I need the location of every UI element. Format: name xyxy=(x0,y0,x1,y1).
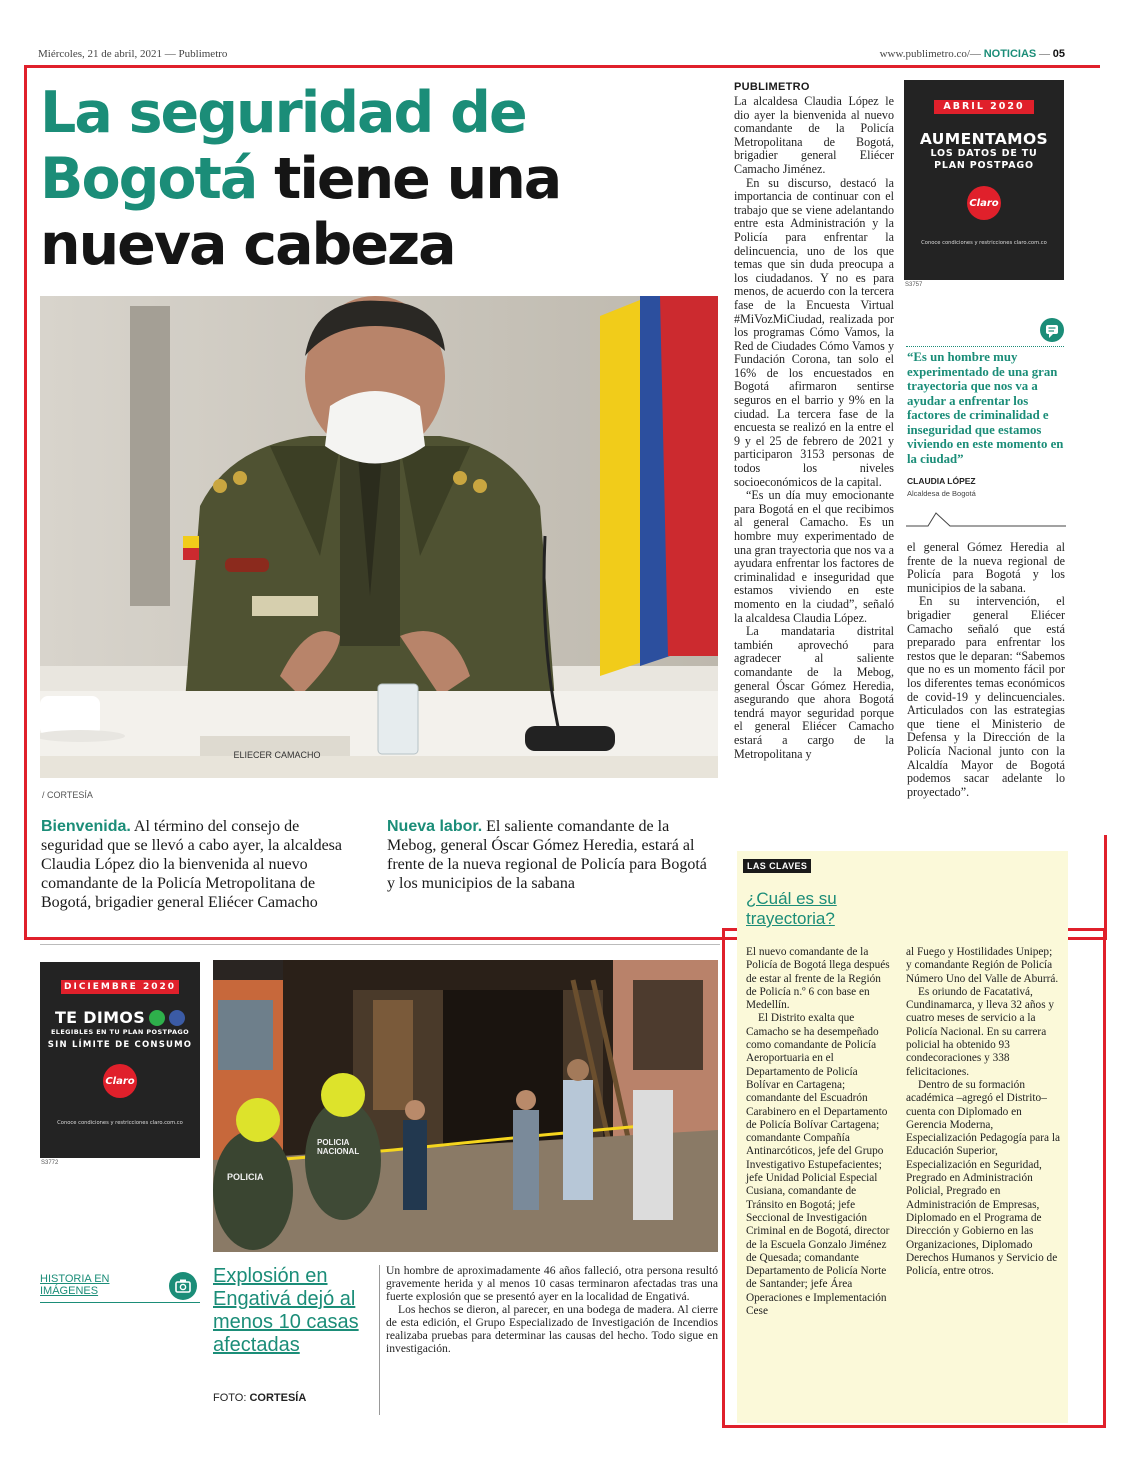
photo-credit: / CORTESÍA xyxy=(42,790,93,800)
quote-bubble-icon xyxy=(1040,318,1064,342)
caption-2-keyword: Nueva labor. xyxy=(387,818,483,835)
explosion-photo-illustration xyxy=(213,960,718,1252)
main-photo-nameplate: ELIECER CAMACHO xyxy=(233,750,321,760)
ad-bottom-headline xyxy=(40,1008,200,1027)
explosion-photo-vest-2: POLICIA NACIONAL xyxy=(317,1138,360,1156)
ad-claro-top[interactable] xyxy=(904,80,1064,280)
explosion-paragraph: Los hechos se dieron, al parecer, en una bodega de madera. Al cierre de esta edición, el Grupo Especializado de Investigación de Incendios realizaba pruebas para determinar las causas del hecho. Todo sigue en investigación. xyxy=(386,1303,718,1355)
caption-1-text: Al término del consejo de seguridad que se llevó a cabo ayer, la alcaldesa Claudia López dio la bienvenida al nuevo comandante de la Policía Metropolitana de Bogotá, brigadier general Eliécer Camacho xyxy=(41,818,342,911)
ad-top-line-1: AUMENTAMOS xyxy=(919,130,1049,148)
foto-credit: CORTESÍA xyxy=(249,1392,307,1404)
explosion-photo-vest-1: POLICIA xyxy=(227,1172,264,1182)
historia-divider xyxy=(379,1265,380,1415)
ad-bottom-fine-print: Conoce condiciones y restricciones claro.com.co xyxy=(57,1120,183,1126)
claro-logo-icon xyxy=(967,186,1001,220)
claves-tag: LAS CLAVES xyxy=(743,859,811,873)
article-paragraph: En su discurso, destacó la importancia de continuar con el trabajo que se viene adelantando entre esta Administración y la Policía para enfrentar la delincuencia, uno de los que temas que sin duda preocupa a los ciudadanos. Y no es para menos, de acuerdo con la tercera fase de la Encuesta Virtual #MiVozMiCiudad, realizada por los programas Cómo Vamos, la Red de Ciudades Cómo Vamos y Fundación Corona, tan solo el 16% de los encuestados en Bogotá afirmaron sentirse seguros en el barrio y 9% en la ciudad. La tercera fase de la encuesta se realizó en la entre el 9 y el 25 de febrero de 2021 y participaron 3153 personas de todos los niveles socioeconómicos de la capital. xyxy=(734,175,894,489)
claves-paragraph: Es oriundo de Facatativá, Cundinamarca, y lleva 32 años y cuatro meses de servicio a la Policía Nacional. En su carrera policial ha obtenido 93 condecoraciones y 338 felicitaciones. xyxy=(906,985,1055,1078)
article-byline: PUBLIMETRO xyxy=(734,81,810,93)
explosion-title[interactable]: Explosión en Engativá dejó al menos 10 casas afectadas xyxy=(213,1265,359,1356)
box-gap-mask xyxy=(1100,65,1107,835)
section-divider xyxy=(40,944,720,945)
explosion-photo xyxy=(213,960,718,1252)
caption-2-text: El saliente comandante de la Mebog, general Óscar Gómez Heredia, estará al frente de la nueva regional de Policía para Bogotá y los municipios de la sabana xyxy=(387,818,707,892)
explosion-photo-credit xyxy=(213,1392,306,1404)
main-photo-illustration xyxy=(40,296,718,778)
explosion-paragraph: Un hombre de aproximadamente 46 años falleció, otra persona resultó gravemente herida y al menos 10 casas terminaron afectadas tras una fuerte explosión que se presentó ayer en la localidad de Engativá. xyxy=(386,1264,718,1303)
whatsapp-icon xyxy=(149,1010,165,1026)
claves-tag-wrap xyxy=(743,856,811,874)
article-paragraph: el general Gómez Heredia al frente de la nueva regional de Policía para Bogotá y los municipios de la sabana. xyxy=(907,540,1065,595)
main-photo xyxy=(40,296,718,778)
pull-quote: “Es un hombre muy experimentado de una gran trayectoria que nos va a ayudar a enfrentar los factores de criminalidad e inseguridad que estamos viviendo en este momento en la ciudad” xyxy=(907,350,1064,466)
foto-label: FOTO: xyxy=(213,1392,250,1404)
quote-author: CLAUDIA LÓPEZ xyxy=(907,476,976,486)
headline-word-bogota: Bogotá xyxy=(40,146,257,212)
header-section: NOTICIAS xyxy=(983,48,1037,60)
caption-1-keyword: Bienvenida. xyxy=(41,818,131,835)
headline xyxy=(40,80,700,278)
camera-icon xyxy=(169,1272,197,1300)
page-number: 05 xyxy=(1052,48,1065,60)
historia-label-underline xyxy=(40,1302,200,1303)
article-column-2 xyxy=(907,541,1065,799)
photo-caption-1 xyxy=(41,817,351,912)
facebook-icon xyxy=(169,1010,185,1026)
ad-bottom-ribbon: DICIEMBRE 2020 xyxy=(61,980,179,994)
header-url[interactable]: www.publimetro.co/— xyxy=(879,48,981,60)
photo-caption-2 xyxy=(387,817,707,893)
ad-bottom-line-1: TE DIMOS xyxy=(54,1008,146,1027)
ad-bottom-code: S3772 xyxy=(41,1160,59,1166)
article-paragraph: La mandataria distrital también aprovechó para agradecer al saliente comandante de la Mebog, general Óscar Gómez Heredia, asegurando que ahora Bogotá tendrá mayor seguridad porque el general Eliécer Camacho estará a cargo de la Metropolitana y xyxy=(734,624,894,761)
page-header xyxy=(38,48,1065,64)
headline-line-1: La seguridad de xyxy=(40,80,526,146)
claves-column-2 xyxy=(906,946,1060,1278)
quote-divider xyxy=(906,346,1064,347)
header-sep: — xyxy=(1039,48,1050,60)
claves-paragraph: El Distrito exalta que Camacho se ha desempeñado como comandante de Policía Aeroportuaria en el Departamento de Policía Bolívar en Cartagena; comandante del Escuadrón Carabinero en el Departamento de Policía Bolívar Cartagena; comandante Compañía Antinarcóticos, jefe del Grupo Investigativo Estupefacientes; jefe Unidad Policial Especial Cusiana, comandante de Tránsito en Bogotá; jefe Seccional de Investigación Criminal en de Bogotá, director de la Escuela Gonzalo Jiménez de Quesada; comandante Departamento de Policía Norte de Santander; jefe Área Operaciones e Implementación Cese xyxy=(746,1012,890,1318)
claves-column-1 xyxy=(746,946,894,1318)
ad-bottom-line-3: SIN LÍMITE DE CONSUMO xyxy=(47,1040,193,1050)
ad-claro-bottom[interactable] xyxy=(40,962,200,1158)
article-column-1 xyxy=(734,95,894,761)
ad-top-line-3: PLAN POSTPAGO xyxy=(934,160,1034,171)
article-byline-wrap xyxy=(734,81,894,93)
ad-top-fine-print: Conoce condiciones y restricciones claro.com.co xyxy=(921,240,1047,246)
historia-label: HISTORIA EN IMÁGENES xyxy=(40,1273,110,1297)
ad-top-code: S3757 xyxy=(905,282,923,288)
article-paragraph: En su intervención, el brigadier general Eliécer Camacho señaló que está preparado para enfrentar los restos que le deparan: “Sabemos que no es un momento fácil por los diferentes temas económicos de covid-19 y delincuenciales. Articulados con las estrategias que tiene el Ministerio de Defensa y la Dirección de la Policía Nacional junto con la Alcaldía Mayor de Bogotá podemos sacar adelante lo proyectado”. xyxy=(907,594,1065,799)
quote-role: Alcaldesa de Bogotá xyxy=(907,489,976,498)
claves-title: ¿Cuál es su trayectoria? xyxy=(746,889,837,928)
ad-bottom-line-2: ELEGIBLES EN TU PLAN POSTPAGO xyxy=(50,1028,190,1036)
explosion-body xyxy=(386,1264,718,1355)
claves-paragraph: al Fuego y Hostilidades Unipep; y comandante Región de Policía Número Uno del Valle de Aburrá. xyxy=(906,946,1059,985)
article-paragraph: “Es un día muy emocionante para Bogotá en el que recibimos al general Camacho. Es un hombre muy experimentado de una gran trayectoria que nos va a ayudara enfrentar los factores de criminalidad e inseguridad que estamos viviendo en este momento en la ciudad”, señaló la alcaldesa Claudia López. xyxy=(734,488,894,625)
header-date-publication: Miércoles, 21 de abril, 2021 — Publimetro xyxy=(38,48,228,60)
ad-top-brand: Claro xyxy=(969,197,999,209)
headline-line-3: nueva cabeza xyxy=(40,212,455,278)
claves-paragraph: El nuevo comandante de la Policía de Bogotá llega después de estar al frente de la Región de Policía n.º 6 con base en Medellín. xyxy=(746,946,890,1012)
claves-paragraph: Dentro de su formación académica –agregó el Distrito– cuenta con Diplomado en Gerencia Moderna, Especialización Pedagogía para la Educación Superior, Especialización en Seguridad, Pregrado en Administración Policial, Pregrado en Administración de Empresas, Diplomado en el Programa de Dirección y Gobierno en las Organizaciones, Diplomado Derechos Humanos y Servicio de Policía, entre otros. xyxy=(906,1078,1061,1278)
quote-end-divider xyxy=(906,508,1066,528)
header-right xyxy=(880,48,1065,60)
ad-top-ribbon: ABRIL 2020 xyxy=(934,100,1034,114)
article-paragraph: La alcaldesa Claudia López le dio ayer la bienvenida al nuevo comandante de la Policía Metropolitana de Bogotá, brigadier general Eliécer Camacho Jiménez. xyxy=(734,94,894,176)
ad-top-line-2: LOS DATOS DE TU xyxy=(930,148,1038,159)
claro-logo-icon xyxy=(103,1064,137,1098)
ad-bottom-brand: Claro xyxy=(105,1075,135,1087)
headline-line-2: tiene una xyxy=(256,146,561,212)
